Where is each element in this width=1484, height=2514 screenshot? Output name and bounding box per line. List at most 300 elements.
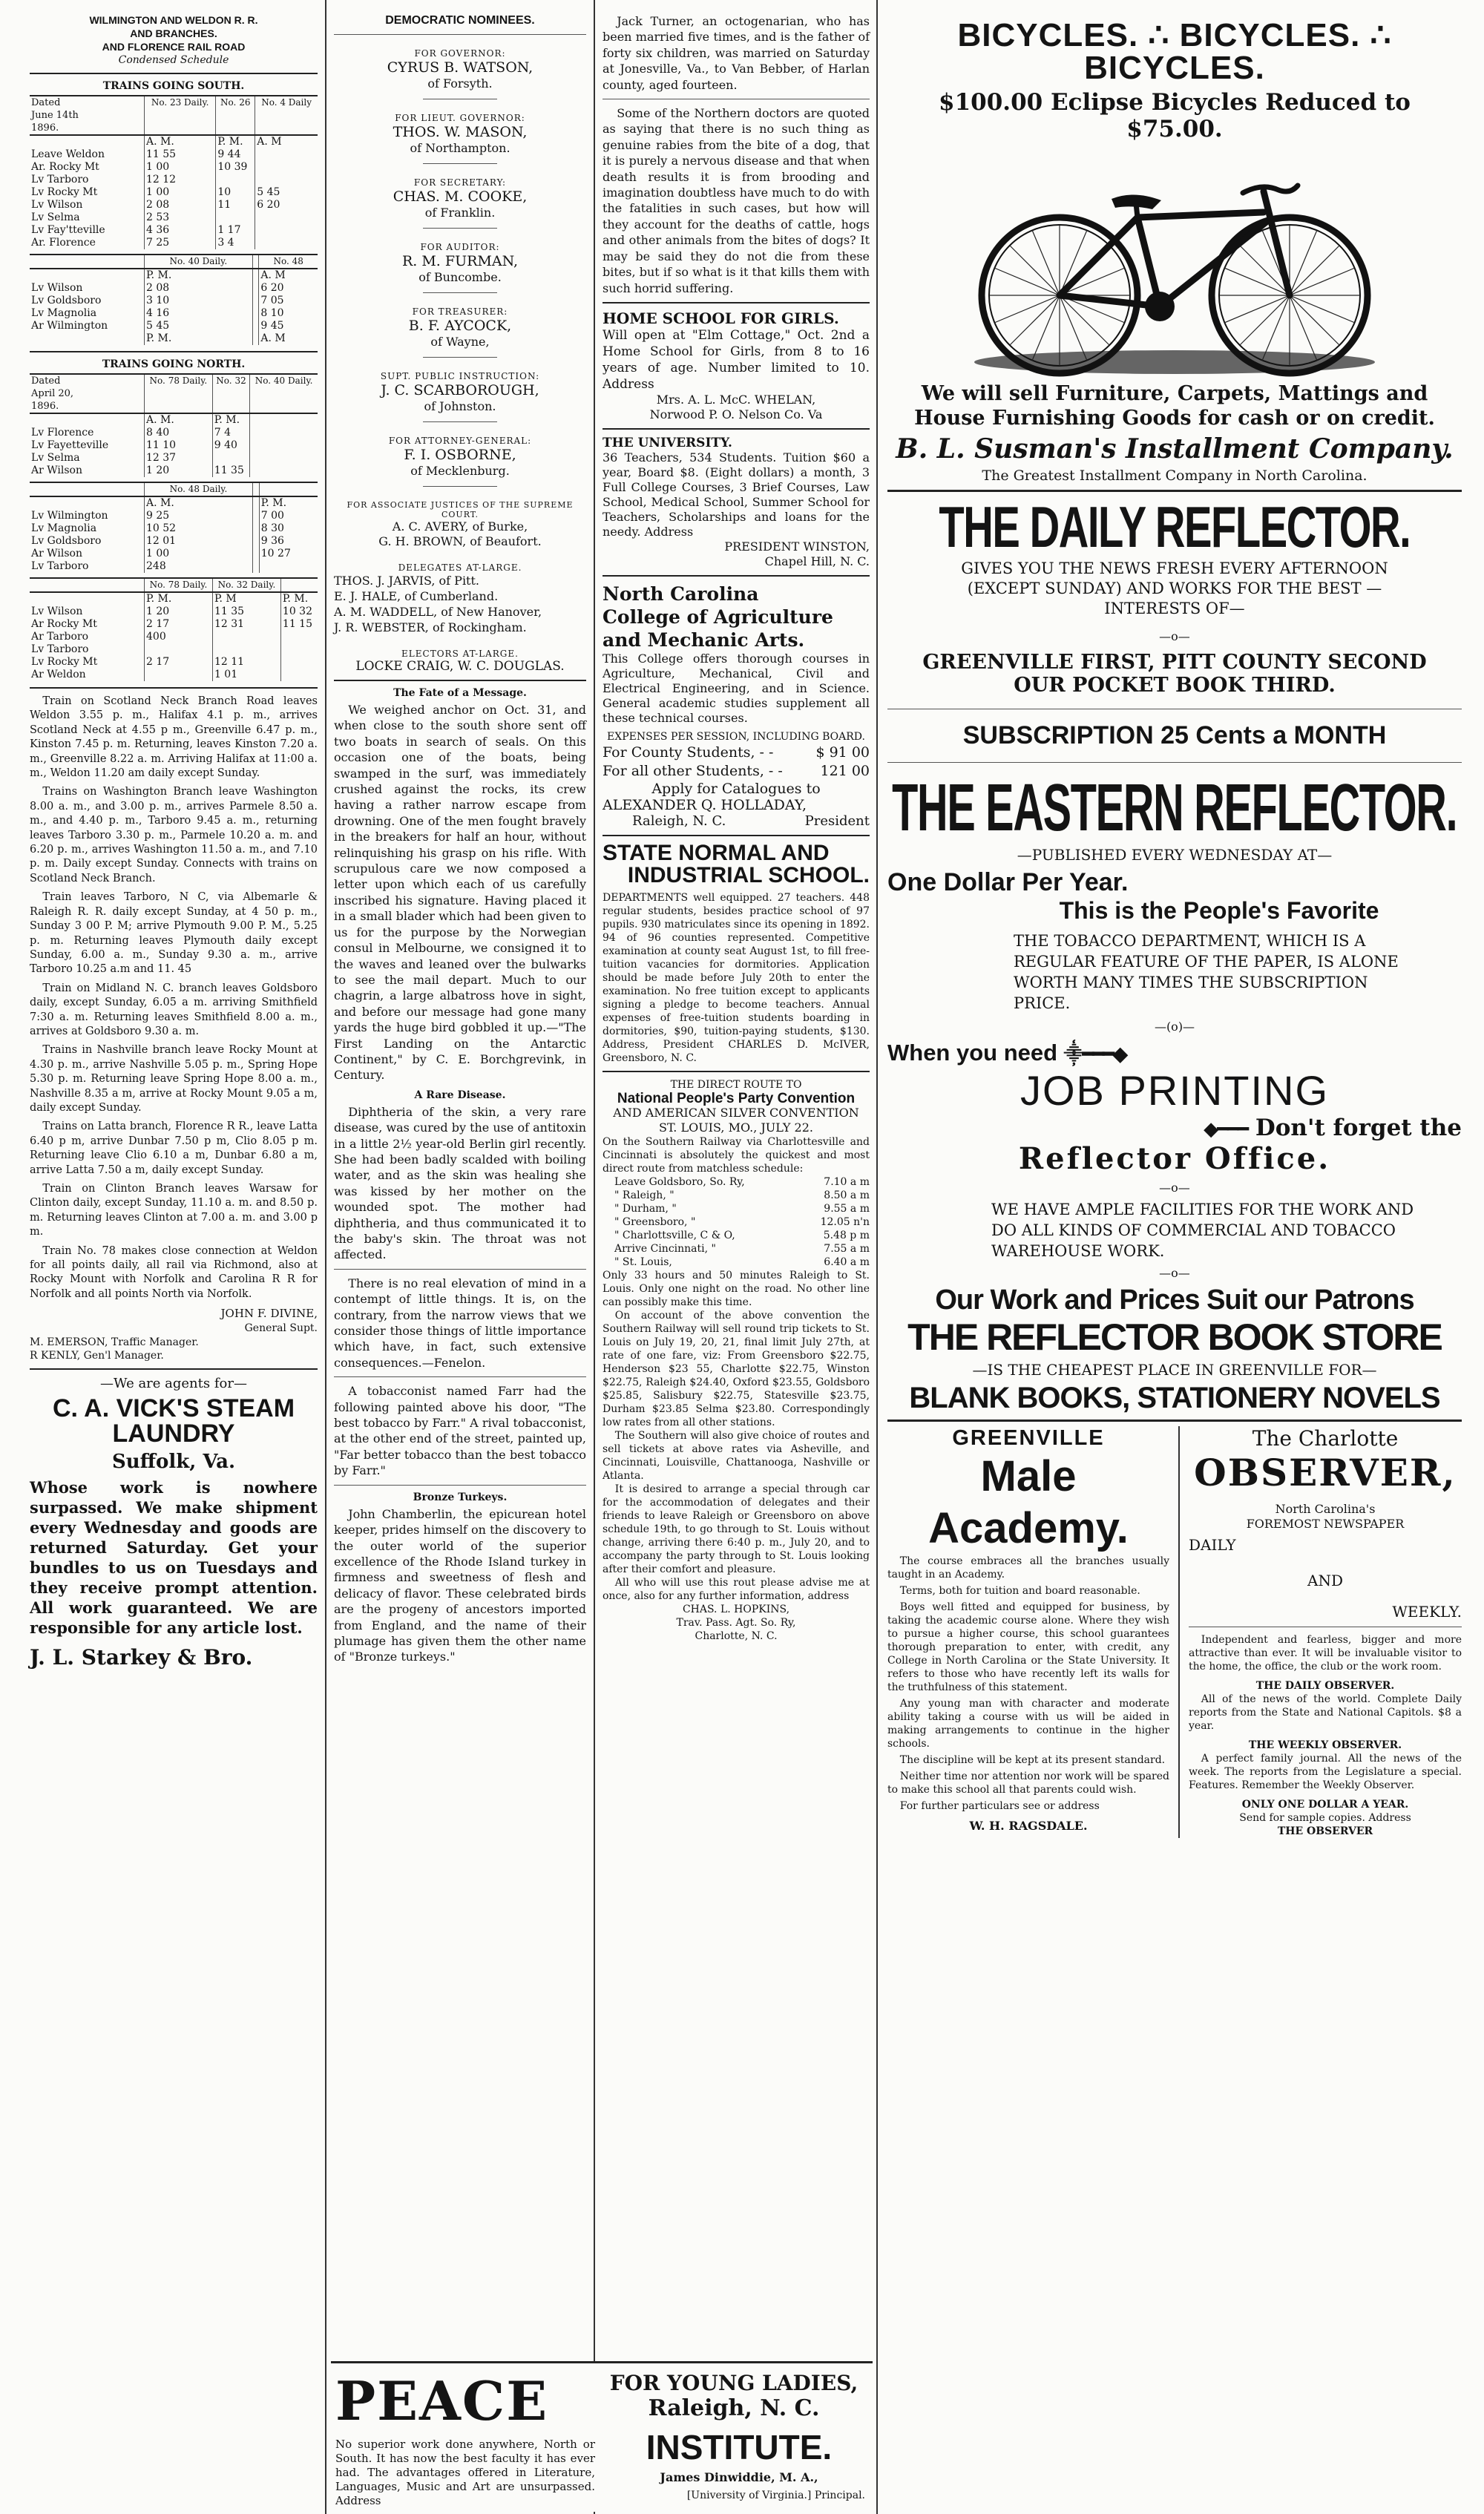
univ-va: [University of Virginia.] Principal. — [686, 2490, 865, 2501]
timetable-time: P. M. — [145, 269, 253, 282]
north-timetable — [30, 373, 318, 477]
timetable-time — [255, 211, 318, 224]
timetable-station: Leave Weldon — [31, 148, 105, 160]
timetable-time: 10 27 — [259, 548, 318, 560]
route-station: " Durham, " — [614, 1202, 677, 1215]
nominee-name: CHAS. M. COOKE, — [393, 188, 528, 205]
ag-college-text: This College offers thorough courses in Agriculture, Mechanical, Civil and Electrical Engineering, and in Science. General academic studies supplement all these technical courses. — [603, 651, 870, 725]
eclipse-offer: $100.00 Eclipse Bicycles Reduced to $75.00. — [939, 89, 1411, 142]
timetable-station: Lv Tarboro — [31, 560, 89, 572]
timetable-station: Lv Goldsboro — [31, 535, 102, 547]
timetable-station: Lv Tarboro — [31, 174, 89, 186]
observer-ad — [1180, 1426, 1462, 1838]
nominee-place: of Buncombe. — [418, 270, 502, 284]
timetable-time — [280, 631, 318, 643]
nominee-name: THOS. W. MASON, — [393, 124, 528, 140]
delegate-name: J. R. WEBSTER, of Rockingham. — [334, 620, 527, 634]
nominee-office: SUPT. PUBLIC INSTRUCTION: — [380, 371, 540, 381]
timetable-column-header: No. 32 Daily. — [212, 578, 280, 592]
dont-forget-text: Don't forget the — [1255, 1115, 1462, 1141]
south-timetable — [30, 95, 318, 249]
branch-note: Train on Midland N. C. branch leaves Goldsboro daily, except Sunday, 6.05 a m. arriving Smithfield 7:30 a. m. Returning leaves Smithfield 8.00 a. m., arrives at Goldsboro 9.30 a. m. — [30, 982, 318, 1037]
route-time: 8.50 a m — [824, 1189, 870, 1201]
nominee-name: J. C. SCARBOROUGH, — [381, 382, 539, 398]
timetable-station: Lv Magnolia — [31, 307, 97, 319]
timetable-time: 7 4 — [212, 427, 249, 439]
branch-note: Train on Scotland Neck Branch Road leaves Weldon 3.55 p. m., Halifax 4.1 p. m., arrives Scotland Neck at 4.55 p m., Greenville 6.47 p. m., Kinston 7.45 p. m. Returning, leaves Kinston 7.20 a. m., Greenville 8.22 a. m. Arriving Halifax at 11:00 a. m., Weldon 11.20 am daily except Sunday. — [30, 695, 318, 780]
timetable-time — [280, 669, 318, 681]
ag-college-title: College of Agriculture — [603, 605, 833, 628]
table-row — [30, 631, 318, 643]
home-school-title: HOME SCHOOL FOR GIRLS. — [603, 309, 839, 327]
timetable-station: Lv Rocky Mt — [31, 186, 98, 198]
timetable-time — [252, 548, 259, 560]
railroad-column — [25, 13, 322, 2508]
timetable-header-row — [30, 96, 318, 135]
route-time: 6.40 a m — [824, 1256, 870, 1268]
turkey-text: John Chamberlin, the epicurean hotel keeper, prides himself on the discovery to the outer world of the superior excellence of the Rhode Island turkey in firmness and sweetness of flesh and delicacy of flavor. These celebrated birds are the progeny of ancestors imported from England, and the name of their plumage has given them the other name of "Bronze turkeys." — [334, 1506, 586, 1664]
timetable-time — [145, 643, 213, 656]
ag-college-title: North Carolina — [603, 582, 759, 605]
when-you-need — [887, 1040, 1462, 1066]
timetable-column-header: No. 40 Daily. — [145, 255, 253, 269]
timetable-column-header: No. 4 Daily — [255, 96, 318, 135]
timetable-time: 9 45 — [259, 320, 318, 332]
bicycle-icon — [967, 147, 1382, 377]
fate-text: We weighed anchor on Oct. 31, and when close to the south shore sent off two boats in search of seals. On this occasion one of the boats, being swamped in the surf, was immediately crushed against the rocks, its crew having a rather narrow escape from drowning. One of the men fought bravely in the breakers for half an hour, without relinquishing his grasp on his rifle. With scrupulous care we now composed a letter upon which each of us carefully inscribed his signature. Having placed it in a small blader which had been given to us for the purpose by the Norwegian consul in Melbourne, we consigned it to the waves and leaned over the bulwarks to see the mail depart. Much to our chagrin, a large albatross hove in sight, and before our message had gone many yards the huge bird gobbled it up.—"The First Landing on the Antarctic Continent," by C. E. Borchgrevink, in Century. — [334, 703, 586, 1083]
timetable-time: 1 00 — [145, 548, 253, 560]
timetable-station: Lv Goldsboro — [31, 295, 102, 306]
daily-observer: THE DAILY OBSERVER. — [1255, 1680, 1395, 1692]
delegate-name: E. J. HALE, of Cumberland. — [334, 589, 499, 603]
university-sig: Chapel Hill, N. C. — [764, 554, 870, 568]
timetable-time — [255, 148, 318, 161]
branch-note: Train leaves Tarboro, N C, via Albemarle & Raleigh R. R. daily except Sunday, at 4 50 p. m., Sunday 3 00 P. M; arrive Plymouth 9.00 P. M., 5.25 p. m. Returning leaves Plymouth daily except Sunday, 6.00 a. m., Sunday 9.30 a. m., arrive Tarboro 10.25 a.m and 11. 45 — [30, 891, 318, 976]
timetable-time: 8 30 — [259, 522, 318, 535]
timetable-time: 7 00 — [259, 510, 318, 522]
fate-title: The Fate of a Message. — [393, 687, 527, 699]
normal-title: STATE NORMAL AND — [603, 840, 830, 865]
timetable-time: A. M. — [145, 413, 213, 427]
observer-independent: Independent and fearless, bigger and more attractive than ever. It will be invaluable visitor to the home, the office, the club or the work room. — [1189, 1634, 1462, 1673]
justice-name: A. C. AVERY, of Burke, — [392, 519, 528, 534]
table-row — [30, 237, 318, 249]
timetable-header-row — [30, 482, 318, 496]
timetable-station: Lv Wilson — [31, 282, 83, 294]
nominee-place: of Northampton. — [410, 141, 510, 155]
timetable-time: 9 25 — [145, 510, 253, 522]
timetable-time — [250, 427, 318, 439]
route-sig: Trav. Pass. Agt. So. Ry, — [676, 1616, 796, 1629]
ag-apply: Apply for Catalogues to — [651, 780, 821, 797]
timetable-column-header — [280, 578, 318, 592]
young-ladies: FOR YOUNG LADIES, — [609, 2371, 858, 2395]
timetable-time: P. M. — [216, 135, 255, 148]
home-school-addr: Mrs. A. L. McC. WHELAN, — [656, 392, 816, 407]
timetable-column-header: No. 32 — [212, 374, 249, 413]
academy-discipline: The discipline will be kept at its present standard. — [899, 1754, 1166, 1766]
timetable-time: 1 17 — [216, 224, 255, 237]
timetable-time: 12 31 — [212, 618, 280, 631]
pocket-book: OUR POCKET BOOK THIRD. — [1014, 674, 1336, 697]
timetable-time — [280, 656, 318, 669]
table-row — [30, 643, 318, 656]
route-station: " Charlottsville, C & O, — [614, 1229, 735, 1241]
nominees-title: DEMOCRATIC NOMINEES. — [385, 14, 535, 27]
furniture-ad: We will sell Furniture, Carpets, Mattings and House Furnishing Goods for cash or on credit. — [914, 382, 1435, 430]
table-row — [30, 496, 318, 510]
timetable-station — [30, 592, 145, 605]
timetable-time: 9 44 — [216, 148, 255, 161]
branch-note: Trains on Latta branch, Florence R R., leave Latta 6.40 p m, arrive Dunbar 7.50 p m, Clio 8.05 p m. Returning leave Clio 6.10 a m, Dunbar 6.80 a m, arrive Latta 7.50 a m, daily except Sunday. — [30, 1120, 318, 1176]
ag-addr: ALEXANDER Q. HOLLADAY, — [603, 796, 807, 813]
laundry-text: Whose work is nowhere surpassed. We make shipment every Wednesday and goods are returned Saturday. Get your bundles to us on Tuesdays and they receive prompt attention. All work guaranteed. We are responsible for any article lost. — [30, 1478, 318, 1638]
timetable-dated-line: June 14th — [31, 110, 79, 121]
timetable-time — [250, 465, 318, 477]
timetable-station: Lv Selma — [31, 211, 80, 223]
bicycles-banner: BICYCLES. ∴ BICYCLES. ∴ BICYCLES. — [957, 17, 1392, 86]
turkey-title: Bronze Turkeys. — [413, 1491, 508, 1503]
route-row — [614, 1256, 870, 1269]
timetable-time: 6 20 — [255, 199, 318, 211]
timetable-time: P. M. — [259, 496, 318, 510]
table-row — [30, 510, 318, 522]
timetable-station: Lv Wilson — [31, 605, 83, 617]
table-row — [30, 211, 318, 224]
timetable-time: 11 15 — [280, 618, 318, 631]
home-school-text: Will open at "Elm Cottage," Oct. 2nd a Home School for Girls, from 8 to 16 years of age. Number limited to 10. Address — [603, 327, 870, 392]
ag-fee-label: For all other Students, - - — [603, 762, 783, 779]
route-row — [614, 1242, 870, 1256]
timetable-time: A. M. — [145, 496, 253, 510]
supt-title: General Supt. — [244, 1322, 318, 1335]
timetable-time — [212, 452, 249, 465]
ag-addr-line — [603, 813, 870, 829]
ag-fee-amount: 121 00 — [820, 762, 870, 779]
table-row — [30, 135, 318, 148]
timetable-time — [250, 439, 318, 452]
rail-title-line: AND FLORENCE RAIL ROAD — [102, 41, 246, 53]
university-sig: PRESIDENT WINSTON, — [724, 539, 870, 554]
timetable-time — [252, 269, 259, 282]
table-row — [30, 560, 318, 573]
published-weekly: —PUBLISHED EVERY WEDNESDAY AT— — [1017, 846, 1333, 864]
rail-title-line: AND BRANCHES. — [130, 27, 217, 39]
timetable-time — [255, 174, 318, 186]
timetable-dated-line: April 20, — [31, 388, 74, 399]
timetable-time — [252, 320, 259, 332]
delegates-list — [334, 573, 586, 635]
branch-note: Trains on Washington Branch leave Washington 8.00 a. m., and 3.00 p. m., arrives Parmele 8.50 a. m., and 4.40 p. m., Tarboro 9.45 a. m., returning leaves Tarboro 3.30 p. m., Parmele 10.20 a. m. and 6.20 p. m., arrives Washington 11.50 a. m., and 7.10 p. m. Daily except Sunday. Connects with trains on Scotland Neck Branch. — [30, 786, 318, 885]
route-text-4: The Southern will also give choice of routes and sell tickets at above rates via Asheville, and Cincinnati, Louisville, Chattanooga, Nashville or Atlanta. — [603, 1429, 870, 1482]
nominee-office: FOR GOVERNOR: — [414, 48, 506, 59]
timetable-time — [255, 161, 318, 174]
timetable-station — [30, 496, 145, 510]
timetable-station: Lv Selma — [31, 452, 80, 464]
timetable-time: P. M. — [280, 592, 318, 605]
timetable-time: P. M. — [145, 592, 213, 605]
timetable-time — [145, 669, 213, 681]
supt-name: JOHN F. DIVINE, — [220, 1307, 318, 1321]
ag-fee-label: For County Students, - - — [603, 744, 774, 761]
route-row — [614, 1175, 870, 1189]
table-row — [30, 669, 318, 681]
divider-o: —o— — [1159, 629, 1190, 643]
timetable-time: 10 52 — [145, 522, 253, 535]
timetable-time — [212, 643, 280, 656]
send-for-sample: Send for sample copies. Address — [1239, 1812, 1411, 1824]
branch-note: Train No. 78 makes close connection at Weldon for all points daily, all rail via Richmond, also at Rocky Mount with Norfolk and Carolina R R for Norfolk and all points North via Norfolk. — [30, 1244, 318, 1300]
north-title: TRAINS GOING NORTH. — [102, 358, 246, 370]
timetable-column-header: No. 40 Daily. — [250, 374, 318, 413]
timetable-station: Ar Weldon — [31, 669, 86, 680]
the-observer: THE OBSERVER — [1277, 1825, 1373, 1837]
general-manager: R KENLY, Gen'l Manager. — [30, 1350, 164, 1362]
table-row — [30, 592, 318, 605]
timetable-time: 12 12 — [145, 174, 216, 186]
nominee-place: of Wayne, — [430, 335, 490, 349]
route-row — [614, 1202, 870, 1215]
male-academy-ad — [887, 1426, 1180, 1838]
contempt-text: There is no real elevation of mind in a contempt of little things. It is, on the contrary, from the narrow views that we consider those things of little importance which have, in fact, such extensive consequences.—Fenelon. — [334, 1276, 586, 1370]
timetable-time — [252, 522, 259, 535]
rail-title-line: WILMINGTON AND WELDON R. R. — [89, 14, 258, 26]
timetable-time: 3 4 — [216, 237, 255, 249]
ag-fee-amount: $ 91 00 — [815, 744, 870, 761]
timetable-time — [252, 510, 259, 522]
timetable-time: 10 39 — [216, 161, 255, 174]
timetable-time: P. M — [212, 592, 280, 605]
timetable-time: 7 05 — [259, 295, 318, 307]
timetable-header-row — [30, 255, 318, 269]
timetable-station — [30, 135, 145, 148]
our-work: Our Work and Prices Suit our Patrons — [935, 1284, 1414, 1316]
table-row — [30, 332, 318, 345]
ample-facilities: WE HAVE AMPLE FACILITIES FOR THE WORK AND DO ALL KINDS OF COMMERCIAL AND TOBACCO WAREHOUSE WORK. — [991, 1201, 1414, 1260]
nominee-name: R. M. FURMAN, — [401, 253, 519, 269]
subscription-price: SUBSCRIPTION 25 Cents a MONTH — [962, 721, 1387, 749]
timetable-time: 10 — [216, 186, 255, 199]
normal-text: DEPARTMENTS well equipped. 27 teachers. 448 regular students, besides practice school of 97 pupils. 930 matriculates since its opening in 1892. 94 of 96 counties represented. Competitive examination at county seat August 1st, to fill free-tuition vacancies for dormitories. Application should be made before July 20th to enter the examination. No free tuition except to applicants signing a pledge to become teachers. Annual expenses of free-tuition students boarding in dormitories, $90, tuition-paying students, $130. Address, President CHARLES D. McIVER, Greensboro, N. C. — [603, 891, 870, 1064]
timetable-time: 3 10 — [145, 295, 253, 307]
observer-and: AND — [1307, 1572, 1343, 1589]
timetable-time: 1 01 — [212, 669, 280, 681]
route-schedule — [603, 1175, 870, 1269]
timetable-time — [252, 535, 259, 548]
timetable-time: 11 — [216, 199, 255, 211]
academy-boys: Boys well fitted and equipped for business, by taking the academic course alone. Where they wish to pursue a higher course, this school guarantees thorough preparation to enter, with credit, any College in North Carolina or the State University. It refers to those who have recently left its walls for the truthfulness of this statement. — [887, 1601, 1169, 1693]
north-timetable-2 — [30, 482, 318, 573]
university-text: 36 Teachers, 534 Students. Tuition $60 a year, Board $8. (Eight dollars) a month, 3 Full College Courses, 3 Brief Courses, Law School, Medical School, Summer School for Teachers, Scholarships and loans for the needy. Address — [603, 450, 870, 539]
timetable-dated-line: 1896. — [31, 401, 59, 412]
table-row — [30, 618, 318, 631]
ag-fee-row — [603, 762, 870, 781]
route-text-6: All who will use this rout please advise me at once, also for any further information, address — [603, 1576, 870, 1602]
ragsdale: W. H. RAGSDALE. — [969, 1819, 1088, 1833]
timetable-dated-line: Dated — [31, 97, 61, 108]
table-row — [30, 199, 318, 211]
nominee-divider — [423, 357, 497, 358]
table-row — [30, 535, 318, 548]
route-text-2: Only 33 hours and 50 minutes Raleigh to St. Louis. Only one night on the road. No other line can possibly make this time. — [603, 1269, 870, 1308]
timetable-time — [252, 332, 259, 345]
nominee-place: of Forsyth. — [427, 76, 493, 91]
timetable-time: P. M. — [212, 413, 249, 427]
nominee-place: of Johnston. — [424, 399, 496, 413]
timetable-time: 1 20 — [145, 605, 213, 618]
greenville-word: GREENVILLE — [952, 1426, 1105, 1450]
ag-fee-row — [603, 744, 870, 762]
timetable-time — [255, 237, 318, 249]
timetable-station: Lv Wilmington — [31, 510, 108, 522]
timetable-station: Ar Wilmington — [31, 320, 108, 332]
nominee-office: FOR AUDITOR: — [420, 242, 500, 252]
table-row — [30, 148, 318, 161]
electors-office: ELECTORS AT-LARGE. — [401, 649, 519, 659]
column-rule — [876, 0, 878, 2514]
table-row — [30, 224, 318, 237]
timetable-column-header — [259, 482, 318, 496]
timetable-time: 7 25 — [145, 237, 216, 249]
timetable-column-header: No. 48 — [259, 255, 318, 269]
ag-fees — [603, 744, 870, 781]
ag-addr-place: Raleigh, N. C. — [632, 813, 726, 829]
timetable-station: Ar Tarboro — [31, 631, 89, 643]
delegate-name: THOS. J. JARVIS, of Pitt. — [334, 574, 479, 588]
academy-text: The course embraces all the branches usually taught in an Academy. — [887, 1555, 1169, 1581]
route-station: " Raleigh, " — [614, 1189, 674, 1201]
timetable-dated-line: 1896. — [31, 122, 59, 134]
route-convention: National People's Party Convention — [617, 1090, 856, 1106]
male-academy: Male Academy. — [928, 1452, 1129, 1552]
rabies-text: Some of the Northern doctors are quoted as saying that there is no such thing as genuine rabies from the bite of a dog, that it is purely a nervous disease and that when death results it is from brooding and imagination doubtless have much to do with the fatalities in such cases, but how will they account for the deaths of cattle, hogs and other animals from the bites of dogs? It may be said they do not die from these bites, but if so what is it that kills them with such horrid suffering. — [603, 106, 870, 295]
timetable-time: 4 16 — [145, 307, 253, 320]
table-row — [30, 439, 318, 452]
timetable-time: 2 53 — [145, 211, 216, 224]
cheapest-place: —IS THE CHEAPEST PLACE IN GREENVILLE FOR— — [972, 1361, 1377, 1379]
timetable-time: 8 40 — [145, 427, 213, 439]
timetable-time: 400 — [145, 631, 213, 643]
route-text-5: It is desired to arrange a special through car for the accommodation of delegates and their friends to leave Raleigh or Greensboro on above schedule 19th, to go through to St. Louis without change, arriving there 6:40 p. m., July 20, and to accompany the party through to St. Louis looking after their comfort and pleasure. — [603, 1483, 870, 1575]
route-text: On the Southern Railway via Charlottesville and Cincinnati is absolutely the quickest and most direct route from matchless schedule: — [603, 1135, 870, 1175]
timetable-column-header — [252, 482, 259, 496]
table-row — [30, 465, 318, 477]
timetable-time — [252, 560, 259, 573]
dollar-per-year: One Dollar Per Year. — [887, 868, 1129, 896]
electors: LOCKE CRAIG, W. C. DOUGLAS. — [355, 659, 565, 674]
timetable-station: Ar Rocky Mt — [31, 618, 97, 630]
academy-further: For further particulars see or address — [899, 1800, 1100, 1812]
greenville-first: GREENVILLE FIRST, PITT COUNTY SECOND — [922, 651, 1427, 674]
delegate-name: A. M. WADDELL, of New Hanover, — [334, 605, 542, 619]
weekly-observer: THE WEEKLY OBSERVER. — [1248, 1739, 1402, 1751]
timetable-time: 12 37 — [145, 452, 213, 465]
route-station: Arrive Cincinnati, " — [614, 1242, 716, 1255]
route-time: 9.55 a m — [824, 1202, 870, 1215]
timetable-time: 5 45 — [145, 320, 253, 332]
timetable-station: Ar Wilson — [31, 465, 82, 476]
timetable-dated-cell — [30, 255, 145, 269]
timetable-time: 1 20 — [145, 465, 213, 477]
daily-reflector-gives: GIVES YOU THE NEWS FRESH EVERY AFTERNOON (EXCEPT SUNDAY) AND WORKS FOR THE BEST —INTERESTS OF— — [961, 559, 1388, 617]
table-row — [30, 282, 318, 295]
laundry-place: Suffolk, Va. — [111, 1451, 236, 1474]
north-timetable-3 — [30, 577, 318, 681]
nominee-name: F. I. OSBORNE, — [404, 447, 516, 463]
university-title: THE UNIVERSITY. — [603, 435, 732, 450]
timetable-time: 1 00 — [145, 161, 216, 174]
timetable-dated-line: Dated — [31, 375, 61, 387]
timetable-station: Lv Wilson — [31, 199, 83, 211]
greatest-installment: The Greatest Installment Company in North Carolina. — [982, 467, 1368, 484]
timetable-time — [216, 174, 255, 186]
timetable-time: 2 08 — [145, 199, 216, 211]
ornament-icon: ◆━━━ — [1204, 1118, 1248, 1141]
nominee-office: FOR SECRETARY: — [413, 177, 507, 188]
timetable-column-header: No. 78 Daily. — [145, 578, 213, 592]
route-time: 7.10 a m — [824, 1175, 870, 1188]
divider-o4: —o— — [1159, 1266, 1190, 1280]
timetable-time: A. M. — [145, 135, 216, 148]
table-row — [30, 269, 318, 282]
table-row — [30, 174, 318, 186]
nominee-divider — [423, 292, 497, 293]
timetable-time: A. M — [259, 332, 318, 345]
timetable-time — [255, 224, 318, 237]
divider-o2: —(o)— — [1154, 1020, 1195, 1034]
south-title: TRAINS GOING SOUTH. — [102, 80, 245, 92]
route-text-3: On account of the above convention the Southern Railway will sell round trip tickets to St. Louis on July 19, 20, 21, final limit July 27th, at rate of one fare, viz: From Greensboro $22.75, Henderson $23 55, Charlotte $22.75, Winston $22.75, Raleigh $24.40, Oxford $23.55, Goldsboro $25.85, Salisbury $22.75, Statesville $23.75, Durham $23.85 Selma $23.80. Correspondingly low rates from all other stations. — [603, 1309, 870, 1428]
timetable-time — [252, 295, 259, 307]
observer-weekly: WEEKLY. — [1392, 1603, 1462, 1621]
timetable-station: Lv Fay'tteville — [31, 224, 105, 236]
route-row — [614, 1189, 870, 1202]
the-charlotte: The Charlotte — [1252, 1426, 1399, 1451]
ornament-icon: ⸎━━━◆ — [1063, 1043, 1126, 1065]
timetable-time: 2 17 — [145, 618, 213, 631]
timetable-time — [252, 282, 259, 295]
traffic-manager: M. EMERSON, Traffic Manager. — [30, 1336, 199, 1349]
route-and: AND AMERICAN SILVER CONVENTION — [613, 1105, 859, 1120]
blank-books: BLANK BOOKS, STATIONERY NOVELS — [887, 1382, 1462, 1422]
route-row — [614, 1215, 870, 1229]
timetable-time: 9 36 — [259, 535, 318, 548]
justice-name: G. H. BROWN, of Beaufort. — [378, 534, 542, 548]
timetable-time: 248 — [145, 560, 253, 573]
timetable-time: 2 08 — [145, 282, 253, 295]
daily-observer-text: All of the news of the world. Complete Daily reports from the State and National Capitols. $8 a year. — [1189, 1693, 1462, 1732]
timetable-time: 12 11 — [212, 656, 280, 669]
table-row — [30, 295, 318, 307]
peace-text: No superior work done anywhere, North or South. It has now the best faculty it has ever had. The advantages offered in Literature, Languages, Music and Art are unsurpassed. Address — [335, 2438, 595, 2507]
timetable-time: A. M — [255, 135, 318, 148]
route-sig: Charlotte, N. C. — [695, 1629, 778, 1642]
nominee-name: CYRUS B. WATSON, — [387, 59, 533, 76]
timetable-time: 11 55 — [145, 148, 216, 161]
timetable-time: 12 01 — [145, 535, 253, 548]
divider-o3: —o— — [1159, 1181, 1190, 1195]
normal-title: INDUSTRIAL SCHOOL. — [627, 862, 870, 887]
timetable-time — [216, 211, 255, 224]
observer-title: OBSERVER, — [1194, 1451, 1457, 1494]
agents-line: —We are agents for— — [100, 1376, 247, 1392]
daily-reflector-title: THE DAILY REFLECTOR. — [939, 498, 1411, 556]
timetable-station: Lv Magnolia — [31, 522, 97, 534]
timetable-station: Ar Wilson — [31, 548, 82, 559]
institute-word: INSTITUTE. — [646, 2428, 833, 2467]
peace-institute-ad — [331, 2361, 873, 2512]
timetable-header-row — [30, 578, 318, 592]
